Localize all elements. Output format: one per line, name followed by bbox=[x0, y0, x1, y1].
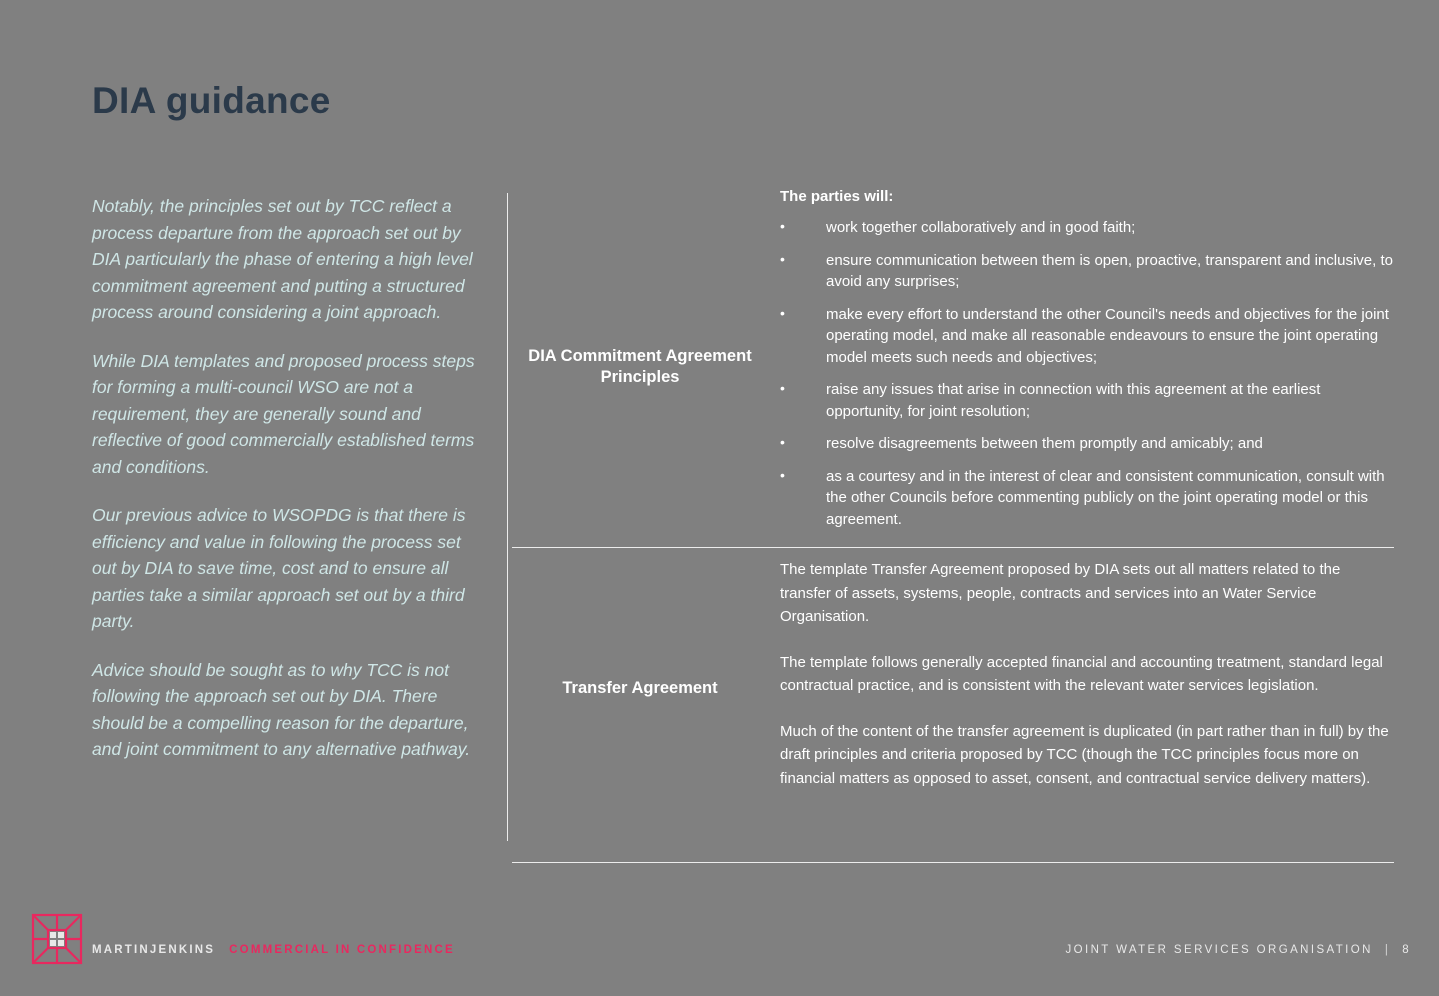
list-item: • ensure communication between them is open, proactive, transparent and inclusive, to avoid any surprises; bbox=[780, 250, 1394, 293]
commentary-column bbox=[92, 193, 487, 785]
list-item: • work together collaboratively and in good faith; bbox=[780, 217, 1394, 239]
paragraph: The template Transfer Agreement proposed by DIA sets out all matters related to the transfer of assets, systems, people, contracts and services into an Water Service Organisation. bbox=[780, 561, 1341, 625]
footer-project: JOINT WATER SERVICES ORGANISATION bbox=[1065, 944, 1373, 956]
content-table bbox=[512, 186, 1394, 863]
footer-confidentiality: COMMERCIAL IN CONFIDENCE bbox=[229, 944, 455, 956]
row-content bbox=[780, 186, 1394, 541]
bullet-list bbox=[780, 217, 1394, 530]
commentary-paragraph: While DIA templates and proposed process steps for forming a multi-council WSO are not a requirement, they are generally sound and reflective of good commercially established terms and conditions. bbox=[92, 350, 475, 477]
footer-left bbox=[92, 944, 455, 956]
row-content bbox=[780, 558, 1394, 790]
list-item: • resolve disagreements between them promptly and amicably; and bbox=[780, 433, 1394, 455]
table-row bbox=[512, 186, 1394, 541]
column-divider bbox=[507, 193, 508, 841]
row-label: DIA Commitment Agreement Principles bbox=[528, 347, 752, 386]
table-row bbox=[512, 558, 1394, 850]
paragraph: Much of the content of the transfer agreement is duplicated (in part rather than in full) by the draft principles and criteria proposed by TCC (though the TCC principles focus more on financial matters as opposed to asset, consent, and contractual service delivery matters). bbox=[780, 722, 1389, 787]
commentary-paragraph: Our previous advice to WSOPDG is that there is efficiency and value in following the process set out by DIA to save time, cost and to ensure all parties take a similar approach set out by a third party. bbox=[92, 505, 466, 631]
footer-separator: | bbox=[1384, 944, 1391, 956]
list-item: • raise any issues that arise in connection with this agreement at the earliest opportunity, for joint resolution; bbox=[780, 379, 1394, 422]
commentary-paragraph: Notably, the principles set out by TCC reflect a process departure from the approach set out by DIA particularly the phase of entering a high level commitment agreement and putting a structured process around considering a joint approach. bbox=[92, 196, 473, 322]
page-number: 8 bbox=[1402, 944, 1411, 956]
row-label: Transfer Agreement bbox=[562, 679, 718, 697]
row-divider bbox=[512, 547, 1394, 548]
footer-right bbox=[1065, 944, 1411, 956]
paragraph: The template follows generally accepted financial and accounting treatment, standard legal contractual practice, and is consistent with the relevant water services legislation. bbox=[780, 653, 1383, 694]
footer-brand: MARTINJENKINS bbox=[92, 944, 216, 956]
bullets-intro: The parties will: bbox=[780, 188, 894, 205]
page-title: DIA guidance bbox=[92, 80, 331, 121]
list-item: • as a courtesy and in the interest of clear and consistent communication, consult with the other Councils before commenting publicly on the joint operating model or this agreement. bbox=[780, 466, 1394, 531]
martinjenkins-logo-icon bbox=[28, 910, 86, 968]
list-item: • make every effort to understand the other Council's needs and objectives for the joint operating model, and make all reasonable endeavours to ensure the joint operating model meets such needs and objectives; bbox=[780, 304, 1394, 369]
commentary-paragraph: Advice should be sought as to why TCC is not following the approach set out by DIA. There should be a compelling reason for the departure, and joint commitment to any alternative pathway. bbox=[92, 659, 471, 759]
table-bottom-divider bbox=[512, 862, 1394, 863]
